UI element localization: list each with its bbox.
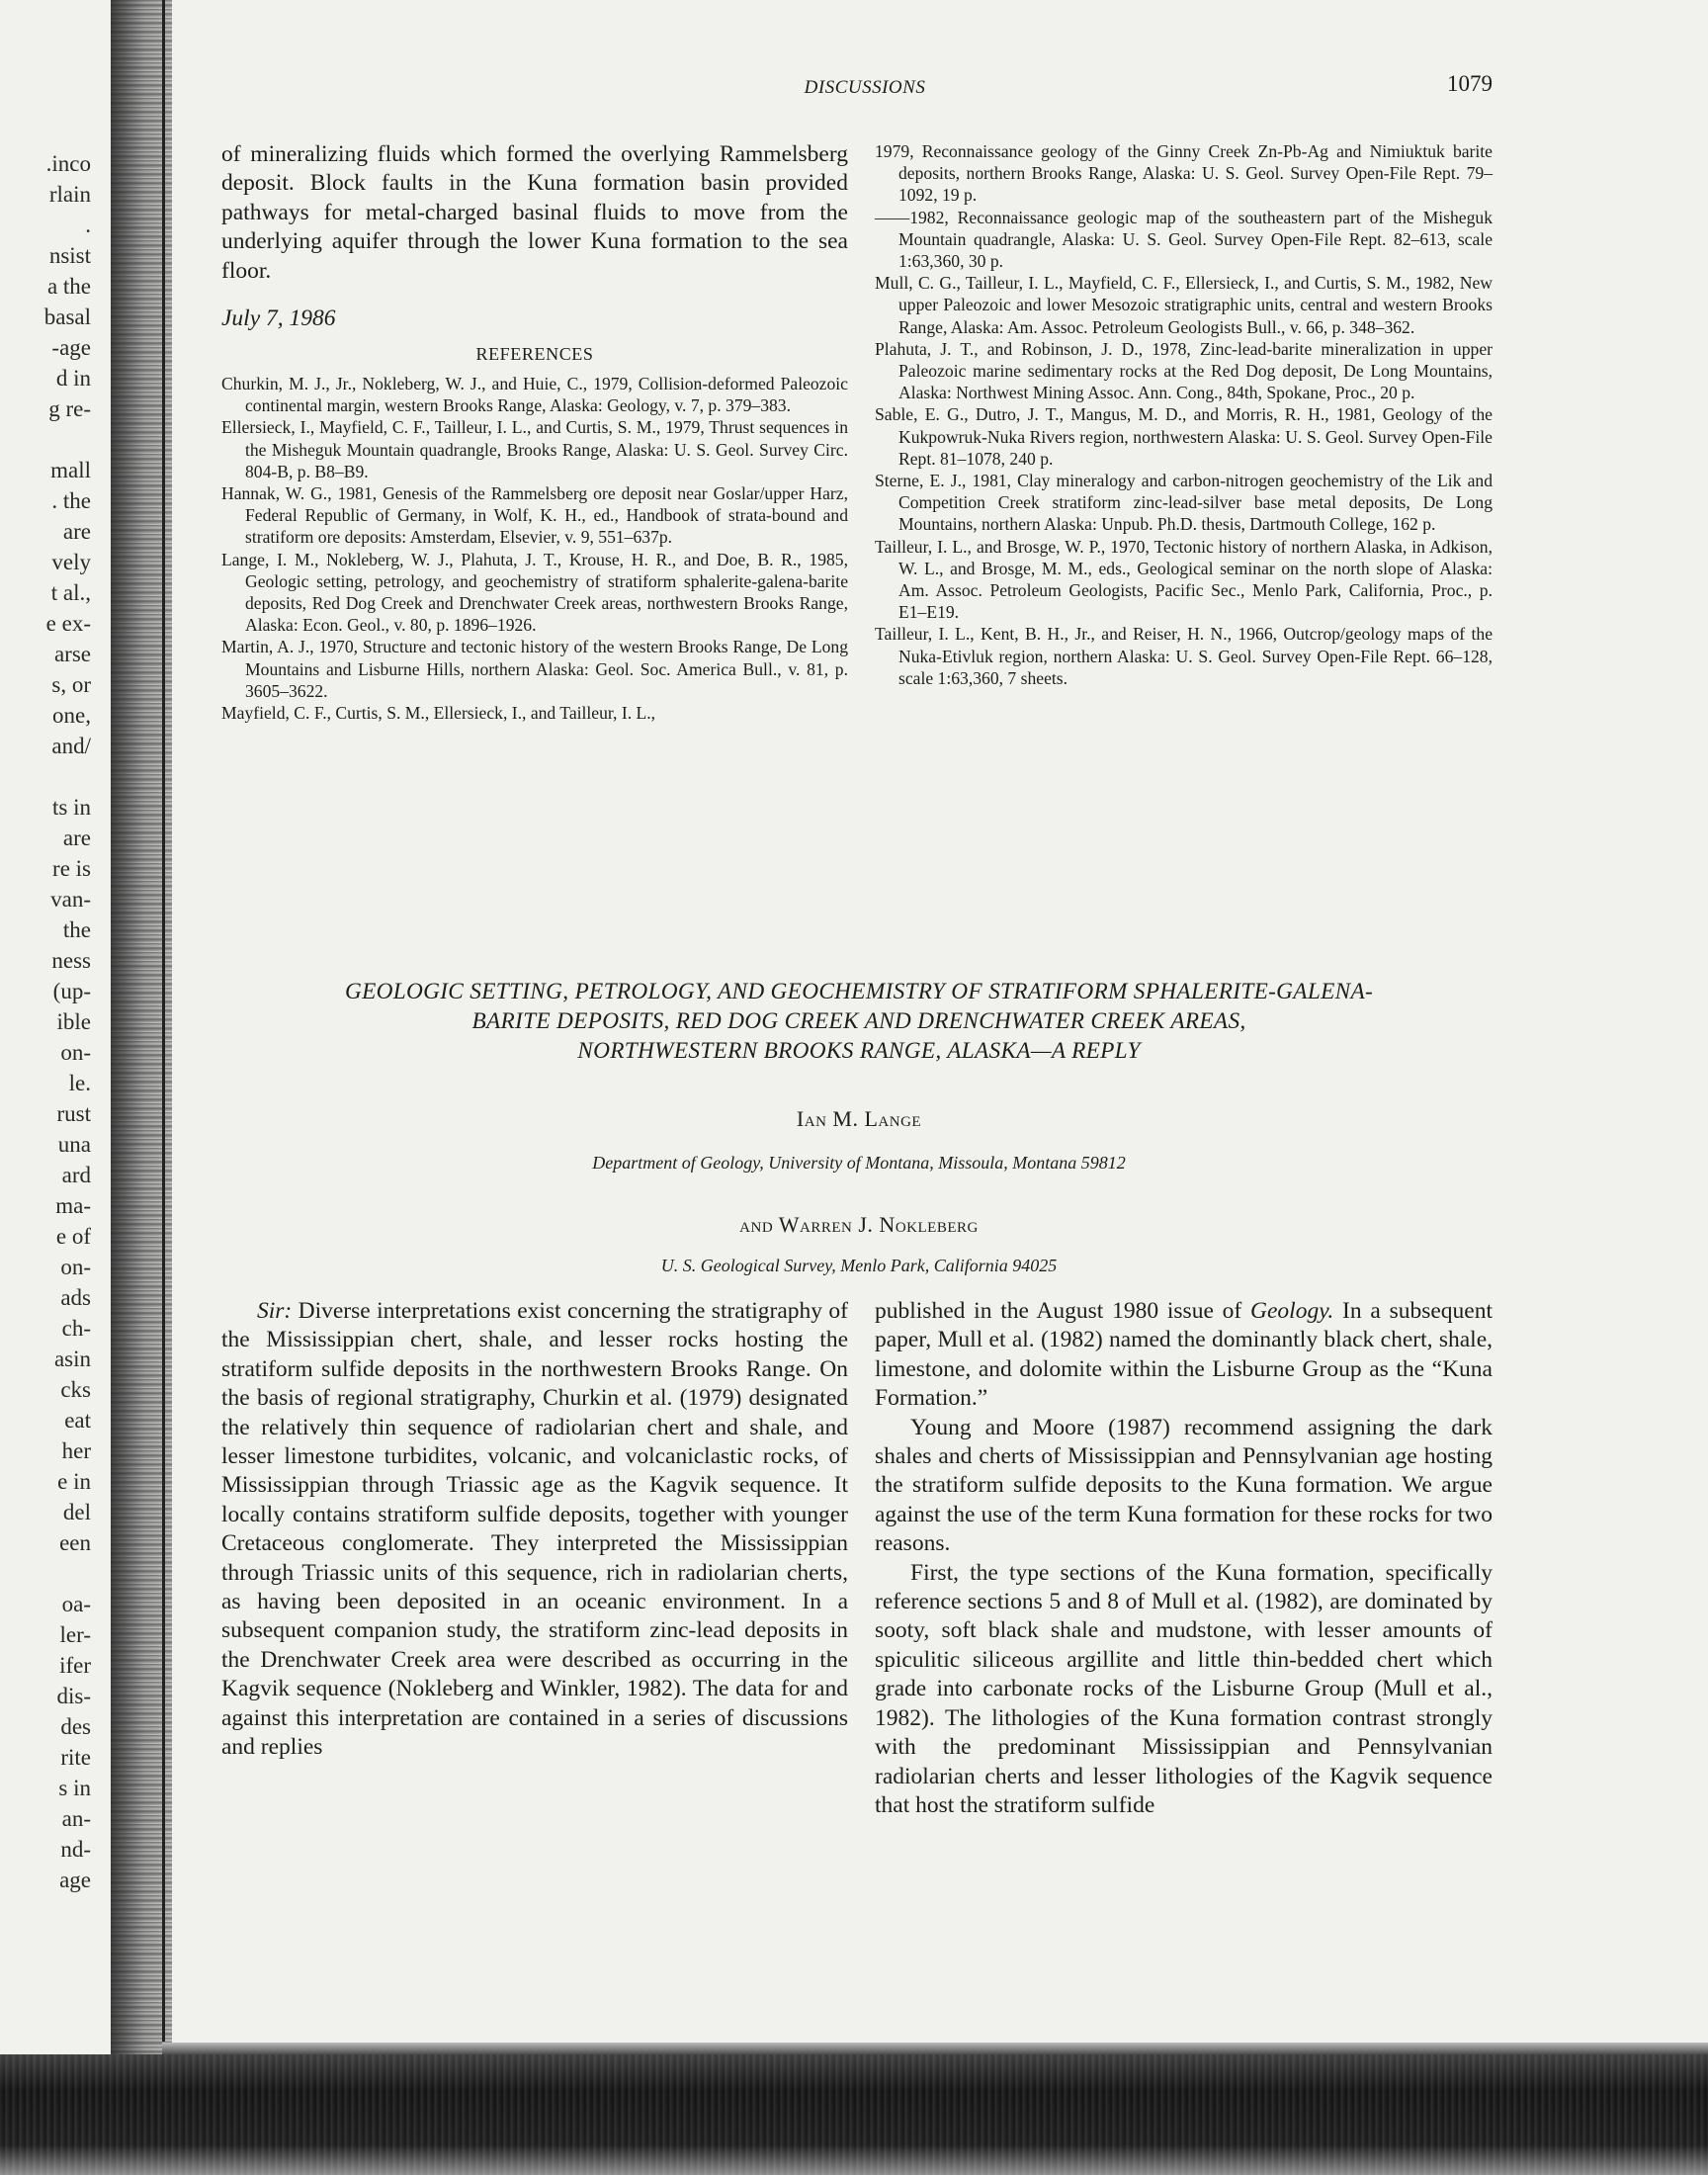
paragraph-text: published in the August 1980 issue of — [875, 1298, 1251, 1324]
facing-page-fragment: van- — [50, 887, 91, 912]
facing-page-fragment: arse — [53, 642, 91, 666]
facing-page-fragment: rite — [60, 1745, 91, 1770]
dateline: July 7, 1986 — [221, 305, 336, 332]
journal-name: Geology. — [1250, 1298, 1334, 1324]
facing-page-fragment: nd- — [60, 1837, 91, 1862]
facing-page-fragment: basal — [43, 304, 91, 329]
body-paragraph — [221, 1297, 848, 1763]
facing-page-fragment: -age — [51, 335, 91, 360]
facing-page-fragment: ard — [61, 1163, 91, 1187]
facing-page-fragment: her — [61, 1438, 91, 1463]
reference-entry: ——1982, Reconnaissance geologic map of the southeastern part of the Misheguk Mountain quadrangle, Alaska: U. S. Geol. Survey Open-File Rept. 82–613, scale 1:63,360, 30 p. — [875, 207, 1493, 272]
closing-paragraph: of mineralizing fluids which formed the overlying Rammelsberg deposit. Block faults in the Kuna formation basin provided pathways for metal-charged basinal fluids to move from the underlying aquifer through the lower Kuna formation to the sea floor. — [221, 141, 848, 284]
body-paragraph: Young and Moore (1987) recommend assigning the dark shales and cherts of Mississippian and Pennsylvanian age hosting the stratiform sulfide deposits to the Kuna formation. We argue against the use of the term Kuna formation for these rocks for two reasons. — [875, 1414, 1493, 1557]
facing-page-fragment — [0, 424, 91, 455]
facing-page-fragment: una — [57, 1132, 91, 1157]
facing-page-fragment: on- — [60, 1040, 91, 1065]
reference-entry: Tailleur, I. L., and Brosge, W. P., 1970, Tectonic history of northern Alaska, in Adkison, W. L., and Brosge, M. M., eds., Geological seminar on the north slope of Alaska: Am. Assoc. Petroleum Geologists, Pacific Sec., Menlo Park, California, Proc., p. E1–E19. — [875, 536, 1493, 623]
facing-page-fragment: on- — [60, 1255, 91, 1279]
facing-page-fragment: del — [62, 1500, 91, 1524]
facing-page-fragment: d in — [55, 366, 91, 391]
author-name: Ian M. Lange — [796, 1106, 922, 1131]
salutation: Sir: — [257, 1298, 293, 1324]
facing-page-fragment: e of — [55, 1224, 91, 1249]
title-line: GEOLOGIC SETTING, PETROLOGY, AND GEOCHEMISTRY OF STRATIFORM SPHALERITE-GALENA- — [344, 979, 1374, 1004]
reference-entry: Hannak, W. G., 1981, Genesis of the Rammelsberg ore deposit near Goslar/upper Harz, Federal Republic of Germany, in Wolf, K. H., ed., Handbook of strata-bound and stratiform ore deposits: Amsterdam, Elsevier, v. 9, 551–637p. — [221, 483, 848, 548]
author-affiliation: U. S. Geological Survey, Menlo Park, California 94025 — [660, 1256, 1058, 1275]
reference-entry: Martin, A. J., 1970, Structure and tectonic history of the western Brooks Range, De Long Mountains and Lisburne Hills, northern Alaska: Geol. Soc. America Bull., v. 81, p. 3605–3622. — [221, 637, 848, 701]
facing-page-fragment: an- — [61, 1806, 91, 1831]
facing-page-fragment: ler- — [59, 1622, 91, 1647]
reference-entry: Plahuta, J. T., and Robinson, J. D., 1978, Zinc-lead-barite mineralization in upper Paleozoic marine sedimentary rocks at the Red Dog deposit, De Long Mountains, Alaska: Northwest Mining Assoc. Ann. Cong., 84th, Spokane, Proc., 20 p. — [875, 338, 1493, 403]
facing-page-fragment: des — [60, 1714, 91, 1739]
reference-entry: Churkin, M. J., Jr., Nokleberg, W. J., and Huie, C., 1979, Collision-deformed Paleozoic continental margin, western Brooks Range, Alaska: Geology, v. 7, p. 379–383. — [221, 374, 848, 416]
facing-page-fragment: s, or — [51, 672, 91, 697]
facing-page-fragment: .inco — [45, 151, 91, 176]
facing-page-fragment — [0, 761, 91, 792]
references-heading: REFERENCES — [475, 344, 594, 365]
title-line: NORTHWESTERN BROOKS RANGE, ALASKA—A REPLY — [577, 1038, 1141, 1064]
facing-page-fragment: (up- — [52, 979, 91, 1003]
facing-page-fragment: t al., — [50, 580, 91, 605]
facing-page-fragment: asin — [53, 1347, 91, 1371]
reference-entry: Sable, E. G., Dutro, J. T., Mangus, M. D., and Morris, R. H., 1981, Geology of the Kukpowruk-Nuka Rivers region, northwestern Alaska: U. S. Geol. Survey Open-File Rept. 81–1078, 240 p. — [875, 404, 1493, 469]
facing-page-fragment: rlain — [48, 182, 91, 207]
facing-page-fragment: ch- — [61, 1316, 91, 1341]
page-number: 1079 — [1447, 71, 1493, 96]
right-column-top — [875, 140, 1493, 689]
author-name: and Warren J. Nokleberg — [739, 1212, 979, 1237]
scan-bottom-shadow — [0, 2054, 1708, 2175]
running-head: DISCUSSIONS — [804, 77, 926, 98]
facing-page-fragment: age — [59, 1868, 91, 1892]
facing-page-fragment: nsist — [48, 243, 91, 268]
author-affiliation: Department of Geology, University of Montana, Missoula, Montana 59812 — [592, 1153, 1126, 1173]
facing-page-fragment: eat — [64, 1408, 91, 1433]
facing-page-fragment: . — [85, 213, 91, 237]
facing-page-fragment: cks — [60, 1377, 91, 1402]
facing-page-fragment: a the — [46, 274, 91, 299]
reference-entry: Mayfield, C. F., Curtis, S. M., Ellersieck, I., and Tailleur, I. L., — [221, 703, 656, 724]
facing-page-fragment: mall — [50, 458, 91, 482]
reference-entry: 1979, Reconnaissance geology of the Ginny Creek Zn-Pb-Ag and Nimiuktuk barite deposits, northern Brooks Range, Alaska: U. S. Geol. Survey Open-File Rept. 79–1092, 19 p. — [875, 141, 1493, 206]
title-line: BARITE DEPOSITS, RED DOG CREEK AND DRENCHWATER CREEK AREAS, — [471, 1008, 1246, 1034]
facing-page-fragment: le. — [68, 1071, 91, 1095]
facing-page-fragment: dis- — [56, 1684, 91, 1708]
facing-page-fragment: ible — [56, 1009, 91, 1034]
facing-page-fragment: e in — [57, 1469, 91, 1494]
facing-page-fragment: e ex- — [45, 611, 91, 636]
facing-page-fragment: ma- — [55, 1193, 91, 1218]
facing-page-fragment: vely — [51, 550, 91, 574]
facing-page-fragment: the — [62, 917, 91, 942]
facing-page-fragment: are — [62, 519, 91, 544]
facing-page-fragment: ts in — [52, 795, 91, 820]
body-paragraph — [875, 1297, 1493, 1414]
facing-page-fragment: and/ — [51, 734, 91, 758]
page-edge-line — [162, 0, 165, 2042]
left-column-top — [221, 140, 848, 724]
reference-entry: Lange, I. M., Nokleberg, W. J., Plahuta, J. T., Krouse, H. R., and Doe, B. R., 1985, Geologic setting, petrology, and geochemistry of stratiform sphalerite-galena-barite deposits, Red Dog Creek and Drenchwater Creek areas, northwestern Brooks Range, Alaska: Econ. Geol., v. 80, p. 1896–1926. — [221, 549, 848, 636]
reference-entry: Tailleur, I. L., Kent, B. H., Jr., and Reiser, H. N., 1966, Outcrop/geology maps of the Nuka-Etivluk region, northern Alaska: U. S. Geol. Survey Open-File Rept. 66–128, scale 1:63,360, 7 sheets. — [875, 624, 1493, 688]
facing-page-fragment: rust — [56, 1101, 91, 1126]
facing-page-fragment: are — [62, 826, 91, 850]
facing-page-fragment: een — [59, 1530, 91, 1555]
reply-body-left — [221, 1297, 848, 1763]
facing-page-fragment — [0, 1558, 91, 1589]
facing-page-fragment: one, — [52, 703, 91, 728]
article-title — [221, 977, 1496, 1066]
facing-page-fragments — [0, 148, 91, 1895]
body-paragraph: First, the type sections of the Kuna formation, specifically reference sections 5 and 8 of Mull et al. (1982), are dominated by sooty, soft black shale and mudstone, with lesser amounts of spiculitic siliceous argillite and little thin-bedded chert which grade into carbonate rocks of the Lisburne Group (Mull et al., 1982). The lithologies of the Kuna formation contrast strongly with the predominant Mississippian and Pennsylvanian radiolarian cherts and lesser lithologies of the Kagvik sequence that host the stratiform sulfide — [875, 1559, 1493, 1818]
facing-page-fragment: oa- — [61, 1592, 91, 1616]
facing-page-fragment: ads — [60, 1285, 91, 1310]
facing-page-fragment: s in — [58, 1776, 91, 1800]
reply-body-right — [875, 1297, 1493, 1820]
reference-entry: Ellersieck, I., Mayfield, C. F., Tailleur, I. L., and Curtis, S. M., 1979, Thrust sequences in the Misheguk Mountain quadrangle, Brooks Range, Alaska: U. S. Geol. Survey Circ. 804-B, p. B8–B9. — [221, 417, 848, 481]
references-list-left — [221, 373, 848, 724]
paragraph-text: In a subsequent paper, Mull et al. (1982) named the dominantly black chert, shale, limestone, and dolomite within the Lisburne Group as the “Kuna Formation.” — [875, 1298, 1493, 1412]
facing-page-fragment: ifer — [59, 1653, 91, 1678]
reference-entry: Sterne, E. J., 1981, Clay mineralogy and carbon-nitrogen geochemistry of the Lik and Competition Creek stratiform zinc-lead-silver base metal deposits, De Long Mountains, northern Alaska: Unpub. Ph.D. thesis, Dartmouth College, 162 p. — [875, 471, 1493, 535]
facing-page-fragment: . the — [51, 488, 91, 513]
references-list-right — [875, 140, 1493, 689]
facing-page-fragment: ness — [51, 948, 91, 973]
paragraph-text: Diverse interpretations exist concerning the stratigraphy of the Mississippian chert, shale, and lesser rocks hosting the stratiform sulfide deposits in the northwestern Brooks Range. On the basis of regional stratigraphy, Churkin et al. (1979) designated the relatively thin sequence of radiolarian chert and shale, and lesser limestone turbidites, volcanic, and volcaniclastic rocks, of Mississippian through Triassic age as the Kagvik sequence. It locally contains stratiform sulfide deposits, together with younger Cretaceous conglomerate. They interpreted the Mississippian through Triassic units of this sequence, rich in radiolarian cherts, as having been deposited in an oceanic environment. In a subsequent companion study, the stratiform zinc-lead deposits in the Drenchwater Creek area were described as occurring in the Kagvik sequence (Nokleberg and Winkler, 1982). The data for and against this interpretation are contained in a series of discussions and replies — [221, 1298, 848, 1761]
facing-page-fragment: re is — [52, 856, 91, 881]
facing-page-fragment: g re- — [48, 396, 91, 421]
reference-entry: Mull, C. G., Tailleur, I. L., Mayfield, C. F., Ellersieck, I., and Curtis, S. M., 1982, New upper Paleozoic and lower Mesozoic stratigraphic units, central and western Brooks Range, Alaska: Am. Assoc. Petroleum Geologists Bull., v. 66, p. 348–362. — [875, 273, 1493, 337]
